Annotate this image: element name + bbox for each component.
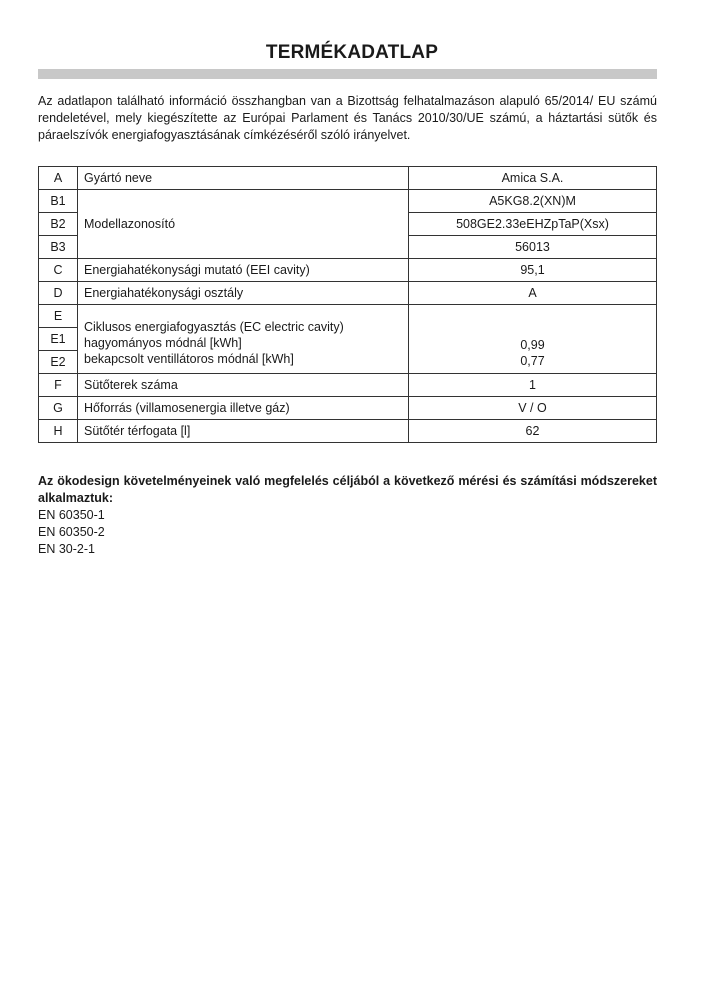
- row-description: Energiahatékonysági mutató (EEI cavity): [78, 259, 409, 282]
- row-value: Amica S.A.: [409, 167, 657, 190]
- table-row: [39, 420, 657, 443]
- table-row: [39, 305, 657, 328]
- row-code: H: [39, 420, 78, 443]
- table-row: [39, 282, 657, 305]
- row-description: Hőforrás (villamosenergia illetve gáz): [78, 397, 409, 420]
- title-divider: [38, 69, 657, 79]
- row-value: A: [409, 282, 657, 305]
- row-value: 508GE2.33eEHZpTaP(Xsx): [409, 213, 657, 236]
- row-code: E: [39, 305, 78, 328]
- standard-item: EN 30-2-1: [38, 542, 95, 556]
- row-code: B2: [39, 213, 78, 236]
- product-data-table: [38, 166, 657, 443]
- intro-paragraph: Az adatlapon található információ összhangban van a Bizottság felhatalmazáson alapuló 65/2014/ EU számú rendeletével, mely kiegészítette az Európai Parlament és Tanács 2010/30/UE számú, a háztartási sütők és páraelszívók energiafogyasztásának címkézéséről szóló irányelvet.: [38, 94, 657, 142]
- row-value: [409, 305, 657, 374]
- page-title: TERMÉKADATLAP: [265, 42, 439, 63]
- row-value: 62: [409, 420, 657, 443]
- row-code: E2: [39, 351, 78, 374]
- row-code: D: [39, 282, 78, 305]
- table-row: [39, 167, 657, 190]
- table-row: [39, 190, 657, 213]
- row-value: A5KG8.2(XN)M: [409, 190, 657, 213]
- row-code: A: [39, 167, 78, 190]
- row-value: V / O: [409, 397, 657, 420]
- standard-item: EN 60350-2: [38, 525, 105, 539]
- row-code: B3: [39, 236, 78, 259]
- row-code: E1: [39, 328, 78, 351]
- row-description: Gyártó neve: [78, 167, 409, 190]
- conventional-mode-value: 0,99: [520, 338, 545, 352]
- energy-consumption-label: Ciklusos energiafogyasztás (EC electric cavity): [84, 320, 344, 334]
- row-description: [78, 305, 409, 374]
- row-value: 56013: [409, 236, 657, 259]
- row-description: Sütőtér térfogata [l]: [78, 420, 409, 443]
- fan-forced-mode-label: bekapcsolt ventillátoros módnál [kWh]: [84, 352, 294, 366]
- fan-forced-mode-value: 0,77: [520, 354, 545, 368]
- row-code: G: [39, 397, 78, 420]
- row-description: Modellazonosító: [78, 190, 409, 259]
- row-description: Energiahatékonysági osztály: [78, 282, 409, 305]
- standard-item: EN 60350-1: [38, 508, 105, 522]
- row-value: 95,1: [409, 259, 657, 282]
- row-code: C: [39, 259, 78, 282]
- table-row: [39, 374, 657, 397]
- row-description: Sütőterek száma: [78, 374, 409, 397]
- table-row: [39, 397, 657, 420]
- methods-section: [38, 473, 657, 558]
- conventional-mode-label: hagyományos módnál [kWh]: [84, 336, 242, 350]
- methods-heading: Az ökodesign követelményeinek való megfelelés céljából a következő mérési és számítási módszereket alkalmaztuk:: [38, 474, 657, 505]
- row-value: 1: [409, 374, 657, 397]
- row-code: B1: [39, 190, 78, 213]
- row-code: F: [39, 374, 78, 397]
- table-row: [39, 259, 657, 282]
